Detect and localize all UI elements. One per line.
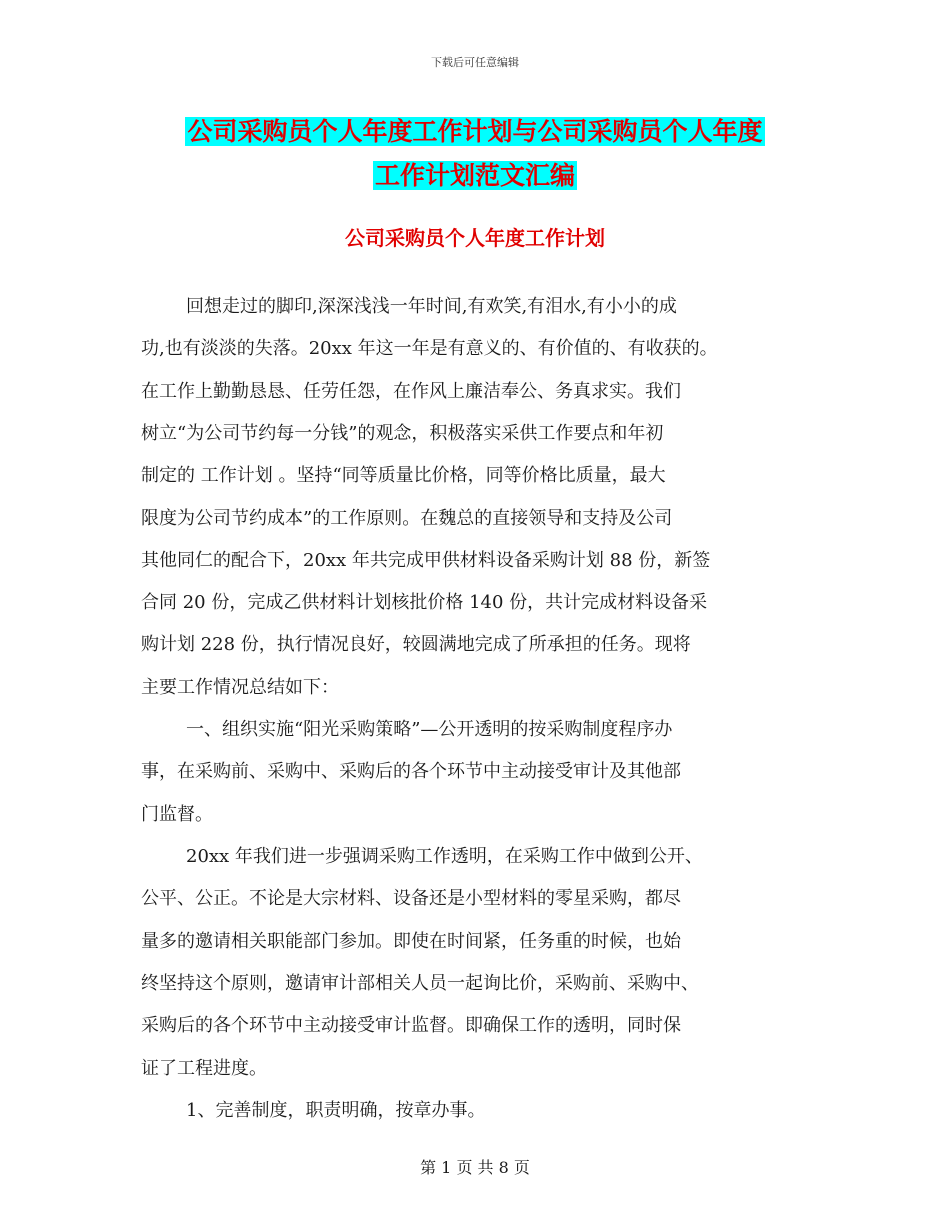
paragraph-line: 1、完善制度，职责明确，按章办事。 (186, 1100, 486, 1121)
paragraph-line: 树立“为公司节约每一分钱”的观念，积极落实采供工作要点和年初 (141, 423, 664, 444)
paragraph-line: 主要工作情况总结如下： (141, 677, 339, 698)
paragraph-line: 公平、公正。不论是大宗材料、设备还是小型材料的零星采购，都尽 (141, 888, 681, 909)
paragraph-line: 制定的 工作计划 。坚持“同等质量比价格，同等价格比质量，最大 (141, 465, 666, 486)
document-title-line-1: 公司采购员个人年度工作计划与公司采购员个人年度 (187, 117, 763, 146)
section-title: 公司采购员个人年度工作计划 (345, 226, 605, 250)
paragraph-line: 限度为公司节约成本”的工作原则。在魏总的直接领导和支持及公司 (141, 508, 673, 529)
paragraph-line: 在工作上勤勤恳恳、任劳任怨，在作风上廉洁奉公、务真求实。我们 (141, 381, 681, 402)
paragraph-line: 合同 20 份，完成乙供材料计划核批价格 140 份，共计完成材料设备采 (141, 592, 708, 613)
paragraph-line: 门监督。 (141, 804, 213, 825)
page-header: 下载后可任意编辑 (431, 56, 519, 69)
paragraph-line: 20xx 年我们进一步强调采购工作透明，在采购工作中做到公开、 (186, 846, 703, 867)
paragraph-line: 事，在采购前、采购中、采购后的各个环节中主动接受审计及其他部 (141, 761, 681, 782)
paragraph-line: 功,也有淡淡的失落。20xx 年这一年是有意义的、有价值的、有收获的。 (141, 338, 718, 359)
document-title-line-2: 工作计划范文汇编 (374, 161, 575, 190)
paragraph-line: 一、组织实施“阳光采购策略”—公开透明的按采购制度程序办 (186, 719, 673, 740)
paragraph-line: 采购后的各个环节中主动接受审计监督。即确保工作的透明，同时保 (141, 1015, 681, 1036)
paragraph-line: 量多的邀请相关职能部门参加。即使在时间紧，任务重的时候，也始 (141, 931, 681, 952)
paragraph-line: 终坚持这个原则，邀请审计部相关人员一起询比价，采购前、采购中、 (141, 973, 699, 994)
paragraph-line: 其他同仁的配合下，20xx 年共完成甲供材料设备采购计划 88 份，新签 (141, 550, 711, 571)
page-footer: 第 1 页 共 8 页 (420, 1158, 530, 1177)
paragraph-line: 证了工程进度。 (141, 1058, 267, 1079)
paragraph-line: 购计划 228 份，执行情况良好，较圆满地完成了所承担的任务。现将 (141, 634, 691, 655)
paragraph-line: 回想走过的脚印,深深浅浅一年时间,有欢笑,有泪水,有小小的成 (186, 296, 677, 317)
